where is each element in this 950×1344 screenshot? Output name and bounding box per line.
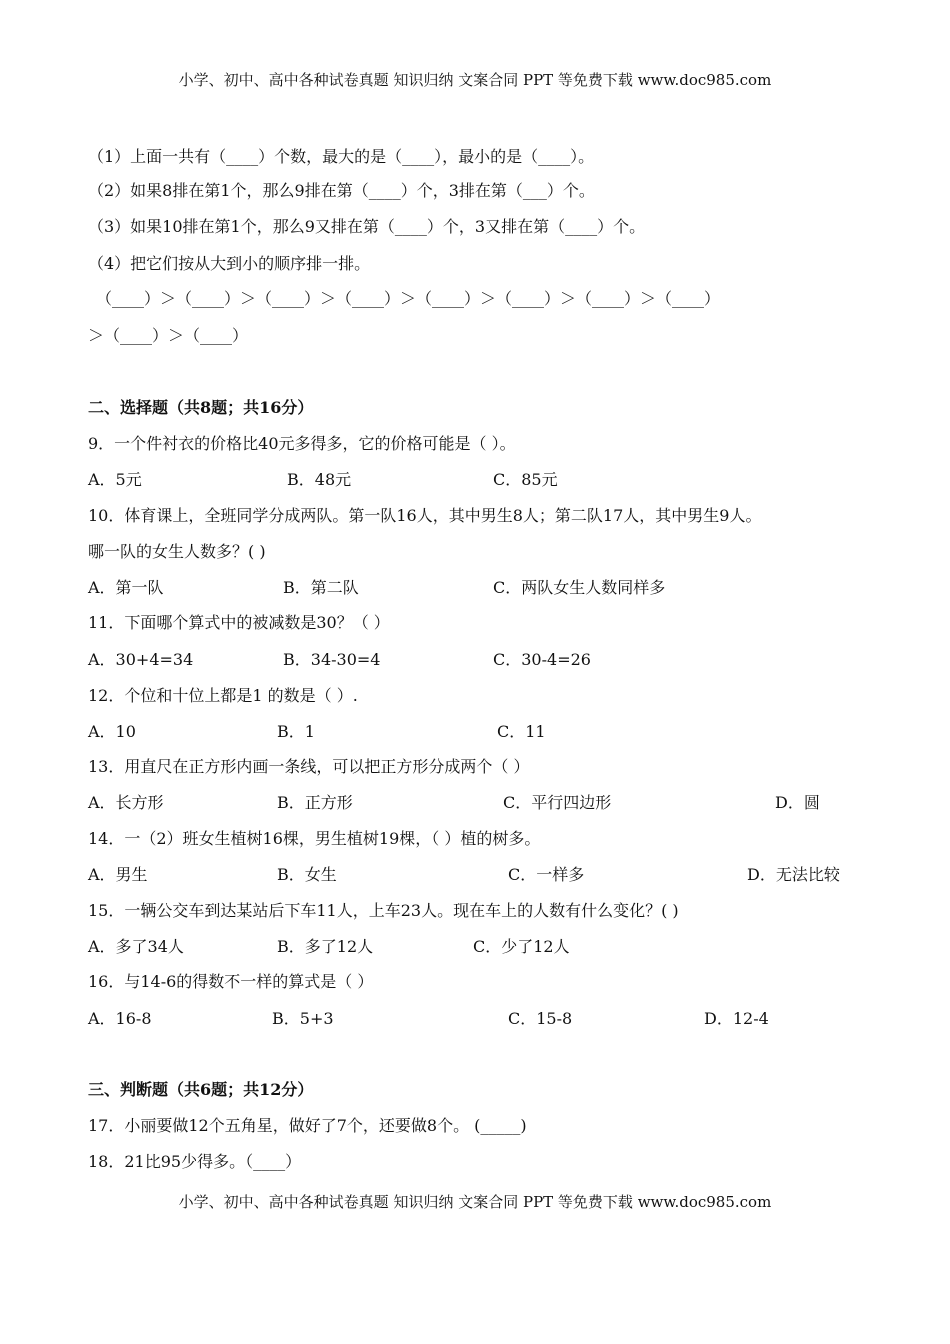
question-15: 15．一辆公交车到达某站后下车11人，上车23人。现在车上的人数有什么变化？( )	[88, 901, 679, 920]
section-title-judgment: 三、判断题（共6题；共12分）	[88, 1080, 314, 1099]
question-10: 10．体育课上，全班同学分成两队。第一队16人，其中男生8人；第二队17人，其中男生9人。	[88, 506, 762, 525]
ordering-blanks-cont: ＞（____）＞（____）	[88, 326, 249, 345]
page-footer: 小学、初中、高中各种试卷真题 知识归纳 文案合同 PPT 等免费下载 www.doc985.com	[178, 1193, 772, 1211]
option: A．长方形	[88, 793, 164, 812]
option: D．无法比较	[747, 865, 840, 884]
option: C．85元	[493, 470, 558, 489]
question-11: 11．下面哪个算式中的被减数是30？（ ）	[88, 613, 390, 632]
option: B．多了12人	[277, 937, 374, 956]
question-14: 14．一（2）班女生植树16棵，男生植树19棵，（ ）植的树多。	[88, 829, 541, 848]
option: C．15-8	[508, 1009, 573, 1028]
option: C．30-4=26	[493, 650, 591, 669]
question-18: 18．21比95少得多。（____）	[88, 1152, 302, 1171]
option: C．11	[497, 722, 546, 741]
subquestion-4: （4）把它们按从大到小的顺序排一排。	[88, 254, 371, 273]
subquestion-1: （1）上面一共有（____）个数，最大的是（____），最小的是（____）。	[88, 147, 595, 166]
question-17: 17．小丽要做12个五角星，做好了7个，还要做8个。 (_____)	[88, 1116, 527, 1135]
option: A．多了34人	[88, 937, 184, 956]
option: B．1	[277, 722, 315, 741]
option: C．两队女生人数同样多	[493, 578, 666, 597]
question-13: 13．用直尺在正方形内画一条线，可以把正方形分成两个（ ）	[88, 757, 530, 776]
option: B．第二队	[283, 578, 359, 597]
option: A．10	[88, 722, 136, 741]
option: A．男生	[88, 865, 148, 884]
question-12: 12．个位和十位上都是1 的数是（ ）.	[88, 686, 358, 705]
option: D．圆	[775, 793, 820, 812]
option: B．48元	[287, 470, 352, 489]
option: B．正方形	[277, 793, 353, 812]
subquestion-3: （3）如果10排在第1个，那么9又排在第（____）个，3又排在第（____）个。	[88, 217, 646, 236]
page-header: 小学、初中、高中各种试卷真题 知识归纳 文案合同 PPT 等免费下载 www.doc985.com	[178, 71, 772, 89]
option: A．30+4=34	[88, 650, 194, 669]
option: B．34-30=4	[283, 650, 381, 669]
question-10-cont: 哪一队的女生人数多？( )	[88, 542, 266, 561]
option: C．平行四边形	[503, 793, 612, 812]
option: A．5元	[88, 470, 142, 489]
option: C．一样多	[508, 865, 585, 884]
subquestion-2: （2）如果8排在第1个，那么9排在第（____）个，3排在第（___）个。	[88, 181, 595, 200]
question-9: 9．一个件衬衣的价格比40元多得多，它的价格可能是（ ）。	[88, 434, 516, 453]
option: C．少了12人	[473, 937, 570, 956]
question-16: 16．与14-6的得数不一样的算式是（ ）	[88, 972, 374, 991]
option: A．16-8	[88, 1009, 152, 1028]
option: D．12-4	[704, 1009, 769, 1028]
option: B．女生	[277, 865, 337, 884]
section-title-choice: 二、选择题（共8题；共16分）	[88, 398, 314, 417]
option: B．5+3	[272, 1009, 334, 1028]
option: A．第一队	[88, 578, 164, 597]
ordering-blanks: （____）＞（____）＞（____）＞（____）＞（____）＞（____）＞（____）＞（____）	[96, 289, 721, 308]
